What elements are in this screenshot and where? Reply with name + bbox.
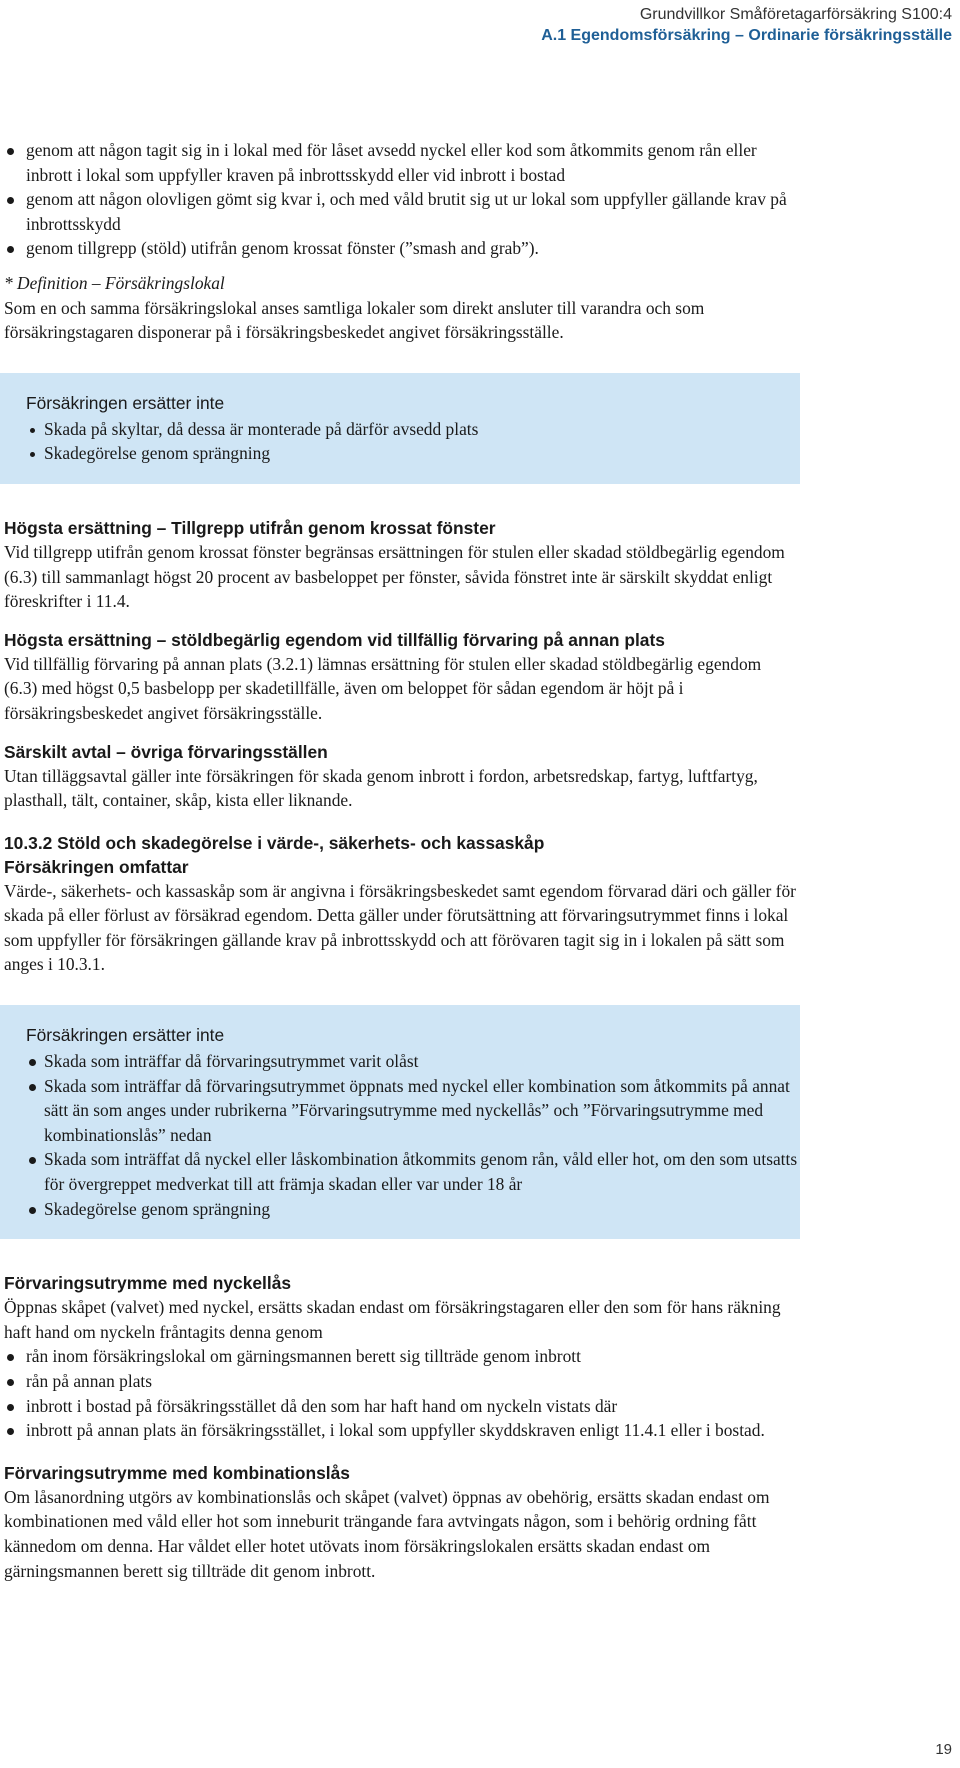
definition-title: * Definition – Försäkringslokal: [4, 272, 225, 293]
section-heading: Förvaringsutrymme med nyckellås: [4, 1273, 292, 1294]
definition-text: Som en och samma försäkringslokal anses samtliga lokaler som direkt ansluter till varandra och som försäkringstagaren disponerar på i försäkringsbeskedet angivet försäkringsställe.: [4, 297, 705, 343]
page-number: 19: [935, 1741, 952, 1758]
page-header: [541, 4, 952, 46]
list-item: Skada som inträffar då förvaringsutrymmet varit olåst: [26, 1049, 800, 1074]
section-title: A.1 Egendomsförsäkring – Ordinarie försäkringsställe: [541, 27, 952, 44]
section-heading: Särskilt avtal – övriga förvaringsställen: [4, 741, 328, 762]
section-text: Om låsanordning utgörs av kombinationslås och skåpet (valvet) öppnas av obehörig, ersätts skadan endast om kombinationen med våld eller hot som inneburit trängande fara avtvingats någon, som i behörig ordning fått kännedom om denna. Har våldet eller hotet utövats inom försäkringslokalen ersätts skadan endast om gärningsmannen berett sig tillträde dit genom inbrott.: [4, 1486, 770, 1581]
exclusions-title: Försäkringen ersätter inte: [26, 1025, 225, 1046]
list-item: genom tillgrepp (stöld) utifrån genom krossat fönster (”smash and grab”).: [4, 236, 796, 261]
section-heading: Högsta ersättning – Tillgrepp utifrån genom krossat fönster: [4, 517, 496, 538]
section-text: Vid tillfällig förvaring på annan plats (3.2.1) lämnas ersättning för stulen eller skadad stöldbegärlig egendom (6.3) med högst 0,5 basbelopp per skadetillfälle, även om beloppet för sådan egendom är höjt på i försäkringsbeskedet angivet försäkringsställe.: [4, 653, 762, 723]
list-item: rån på annan plats: [4, 1369, 796, 1394]
section-text: Värde-, säkerhets- och kassaskåp som är angivna i försäkringsbeskedet samt egendom förvarad däri och gäller för skada på eller förlust av försäkrad egendom. Detta gäller under förutsättning att förvaringsutrymmet finns i lokal som uppfyller för försäkringen gällande krav på inbrottsskydd och att förövaren tagit sig in i lokalen på sätt som anges i 10.3.1.: [4, 880, 796, 975]
list-item: Skadegörelse genom sprängning: [26, 1197, 800, 1222]
page-content: [4, 138, 796, 1583]
list-item: inbrott på annan plats än försäkringsstället, i lokal som uppfyller skyddskraven enligt 11.4.1 eller i bostad.: [4, 1418, 796, 1443]
list-item: rån inom försäkringslokal om gärningsmannen berett sig tillträde genom inbrott: [4, 1344, 796, 1369]
exclusions-box: [0, 373, 800, 484]
section-heading: Högsta ersättning – stöldbegärlig egendom vid tillfällig förvaring på annan plats: [4, 629, 665, 650]
exclusions-title: Försäkringen ersätter inte: [26, 392, 225, 413]
list-item: genom att någon tagit sig in i lokal med för låset avsedd nyckel eller kod som åtkommits genom rån eller inbrott i lokal som uppfyller kraven på inbrottsskydd eller vid inbrott i bostad: [4, 138, 796, 187]
section-heading: Förvaringsutrymme med kombinationslås: [4, 1462, 350, 1483]
section-heading: 10.3.2 Stöld och skadegörelse i värde-, säkerhets- och kassaskåp: [4, 832, 545, 853]
list-item: Skadegörelse genom sprängning: [26, 441, 800, 466]
section-text: Vid tillgrepp utifrån genom krossat fönster begränsas ersättningen för stulen eller skadad stöldbegärlig egendom (6.3) till sammanlagt högst 20 procent av basbeloppet per fönster, såvida fönstret inte är särskilt skyddat enligt föreskrifter i 11.4.: [4, 541, 785, 612]
keylock-list: [4, 1344, 796, 1442]
section-text: Öppnas skåpet (valvet) med nyckel, ersätts skadan endast om försäkringstagaren eller den som för hans räkning haft hand om nyckeln fråntagits denna genom: [4, 1297, 781, 1342]
list-item: genom att någon olovligen gömt sig kvar i, och med våld brutit sig ut ur lokal som uppfyller gällande krav på inbrottsskydd: [4, 187, 796, 236]
section-subheading: Försäkringen omfattar: [4, 856, 189, 877]
exclusions-list: [26, 417, 800, 466]
exclusions-list: [26, 1049, 800, 1221]
list-item: Skada som inträffat då nyckel eller låskombination åtkommits genom rån, våld eller hot, om den som utsatts för övergreppet medverkat till att främja skadan eller var under 18 år: [26, 1147, 800, 1196]
list-item: Skada som inträffar då förvaringsutrymmet öppnats med nyckel eller kombination som åtkommits på annat sätt än som anges under rubrikerna ”Förvaringsutrymme med nyckellås” och ”Förvaringsutrymme med kombinationslås” nedan: [26, 1074, 800, 1148]
intro-bullet-list: [4, 138, 796, 261]
document-title: Grundvillkor Småföretagarförsäkring S100:4: [639, 6, 952, 23]
list-item: inbrott i bostad på försäkringsstället då den som har haft hand om nyckeln vistats där: [4, 1394, 796, 1419]
section-text: Utan tilläggsavtal gäller inte försäkringen för skada genom inbrott i fordon, arbetsredskap, fartyg, luftfartyg, plasthall, tält, container, skåp, kista eller liknande.: [4, 765, 758, 811]
exclusions-box: [0, 1005, 800, 1239]
list-item: Skada på skyltar, då dessa är monterade på därför avsedd plats: [26, 417, 800, 442]
